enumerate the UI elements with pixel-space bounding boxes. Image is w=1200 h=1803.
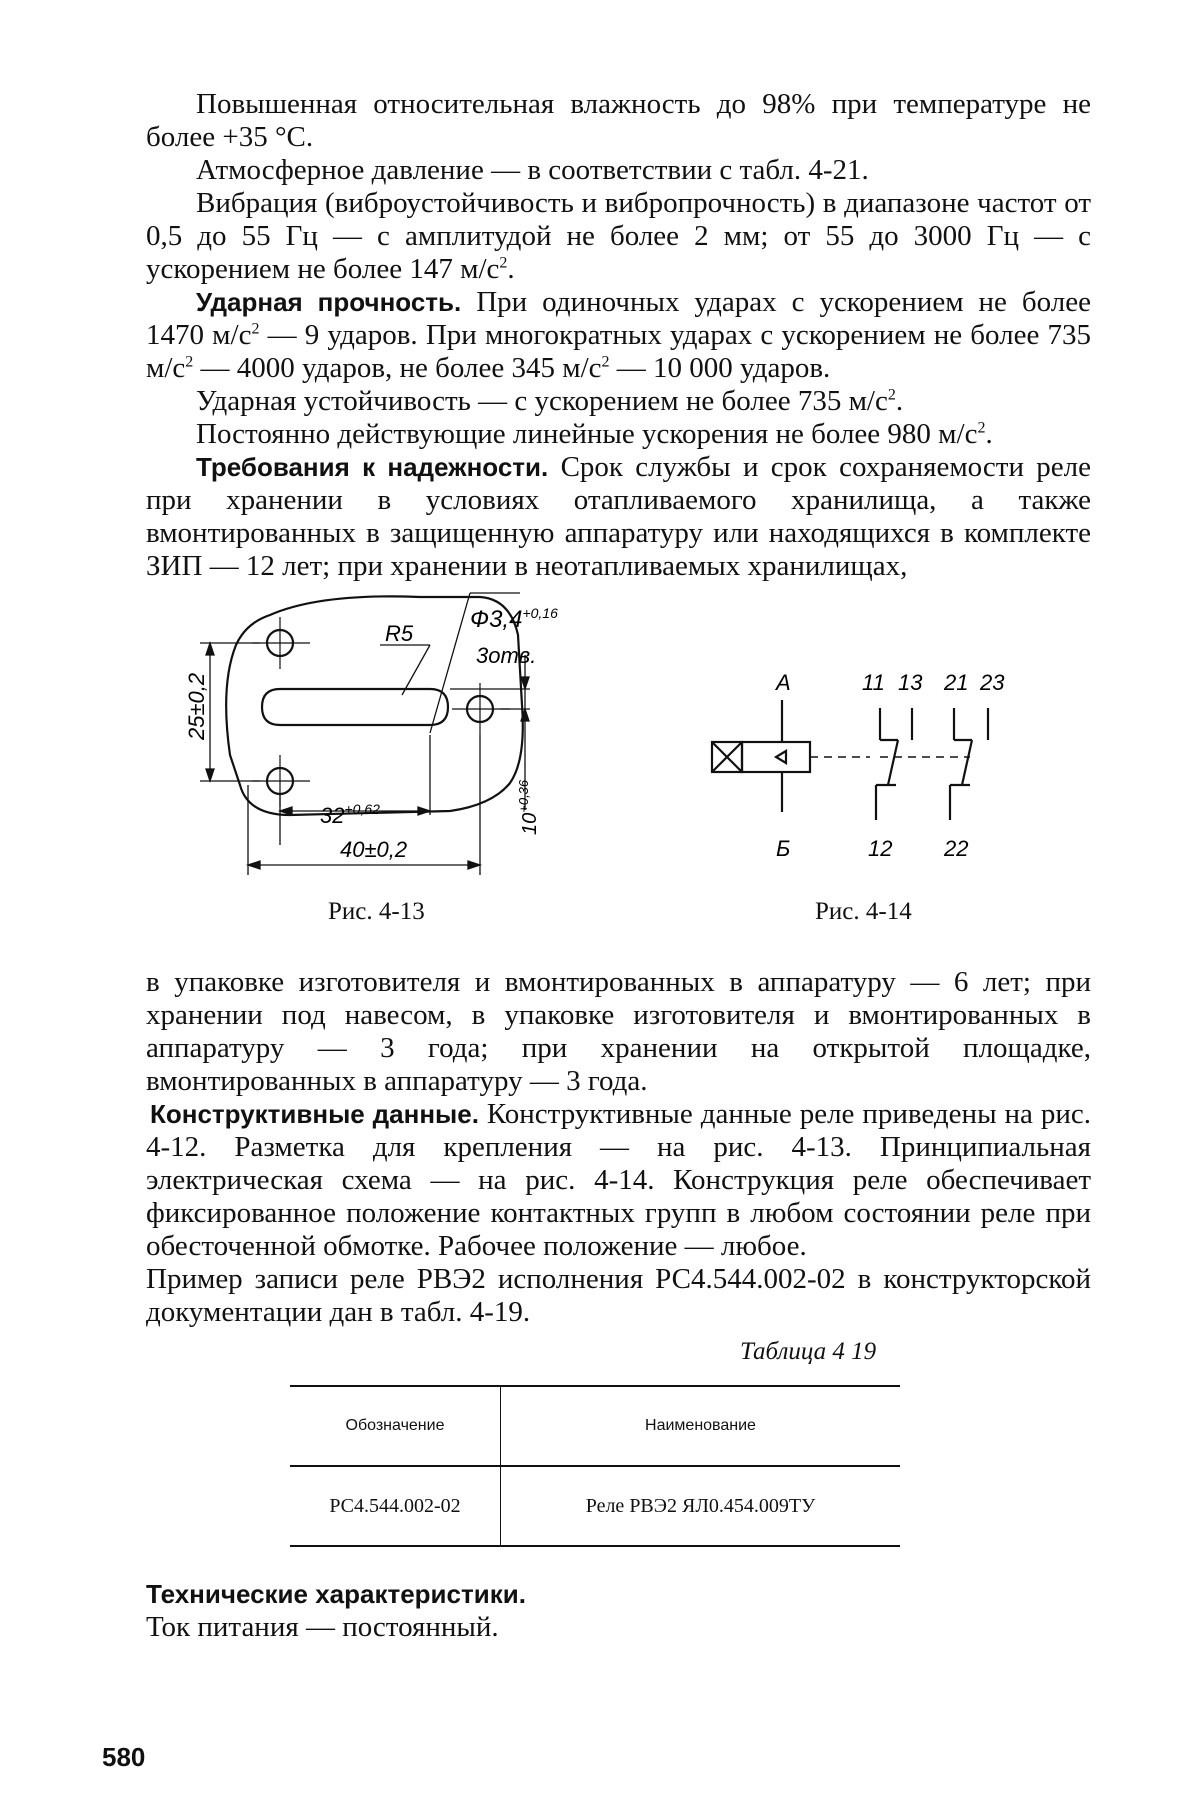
dim-offset: $10^{+0,36}$ (516, 779, 541, 835)
para-example: Пример записи реле РВЭ2 исполнения РС4.544.002-02 в конструкторской документации дан в табл. 4-19. (146, 1263, 1091, 1328)
para-power: Ток питания — постоянный. (146, 1611, 499, 1643)
slot-outline (262, 689, 448, 725)
para-humidity: Повышенная относительная влажность до 98% при температуре не более +35 °С. (146, 88, 1091, 153)
col-header-name: Наименование (501, 1386, 901, 1466)
designation-table (290, 1385, 900, 1547)
dim-height: 25±0,2 (184, 672, 209, 740)
para-linear-accel: Постоянно действующие линейные ускорения не более 980 $м/с^2$. (196, 418, 993, 450)
dim-slot: $32^{+0,62}$ (320, 801, 380, 828)
dim-width: 40±0,2 (340, 837, 408, 862)
figure-4-14-caption: Рис. 4-14 (815, 898, 912, 925)
page-number: 580 (102, 1742, 146, 1772)
label-b: Б (776, 836, 791, 861)
heading-construction: Конструктивные (150, 1099, 365, 1129)
label-23: 23 (980, 670, 1005, 695)
label-12: 12 (868, 836, 893, 861)
heading-tech: Технические характеристики. (146, 1579, 526, 1609)
dim-hole: $Ф3,4^{+0,16}$ (470, 605, 558, 633)
text-block-top (146, 88, 1091, 583)
para-reliability: Требования к надежности. Срок службы и срок сохраняемости реле при хранении в условиях отапливаемого хранилища, а также вмонтированных в защищенную аппаратуру или находящихся в комплекте ЗИП — 12 лет; при хранении в неотапливаемых хранилищах, (146, 451, 1091, 582)
para-shock-strength: Ударная прочность. При одиночных ударах с ускорением не более 1470 $м/с^2$ — 9 ударов. При многократных ударах с ускорением не более 735 $м/с^2$ — 4000 ударов, не более 345 $м/с^2$ — 10 000 ударов. (146, 286, 1092, 384)
label-11: 11 (862, 670, 885, 695)
label-13: 13 (898, 670, 923, 695)
col-header-designation: Обозначение (290, 1386, 501, 1466)
para-shock-stability: Ударная устойчивость — с ускорением не более 735 $м/с^2$. (196, 385, 904, 417)
para-construction: Конструктивные данные. Конструктивные данные реле приведены на рис. 4-12. Разметка для крепления — на рис. 4-13. Принципиальная электрическая схема — на рис. 4-14. Конструкция реле обеспечивает фиксированное положение контактных групп в любом состоянии реле при обесточенной обмотке. Рабочее положение — любое. (146, 1098, 1091, 1262)
para-vibration: Вибрация (виброустойчивость и вибропрочность) в диапазоне частот от 0,5 до 55 Гц — с амплитудой не более 2 мм; от 55 до 3000 Гц — с ускорением не более 147 $м/с^2$. (146, 187, 1091, 285)
heading-reliability: Требования к надежности. (196, 452, 549, 482)
cell-designation: РС4.544.002-02 (290, 1466, 501, 1546)
label-a: А (776, 670, 791, 695)
text-block-bottom (146, 1578, 1091, 1644)
para-storage: в упаковке изготовителя и вмонтированных в аппаратуру — 6 лет; при хранении под навесом, в упаковке изготовителя и вмонтированных в аппаратуру — 3 года; при хранении на открытой площадке, вмонтированных в аппаратуру — 3 года. (146, 966, 1091, 1097)
label-22: 22 (944, 836, 969, 861)
label-21: 21 (944, 670, 969, 695)
table-header-row (290, 1386, 900, 1466)
heading-shock-strength: Ударная прочность. (196, 287, 462, 317)
table-caption: Таблица 4 19 (740, 1338, 877, 1365)
figure-4-13-drawing (180, 585, 620, 890)
cell-name: Реле РВЭ2 ЯЛ0.454.009ТУ (501, 1466, 901, 1546)
text-block-middle (146, 966, 1091, 1329)
figure-4-14-schematic (700, 660, 1040, 880)
table-row (290, 1466, 900, 1546)
dim-radius: R5 (385, 621, 414, 646)
para-pressure: Атмосферное давление — в соответствии с табл. 4-21. (196, 154, 869, 186)
dim-holes-count: 3отв. (476, 643, 537, 668)
figure-4-13-caption: Рис. 4-13 (328, 898, 425, 925)
